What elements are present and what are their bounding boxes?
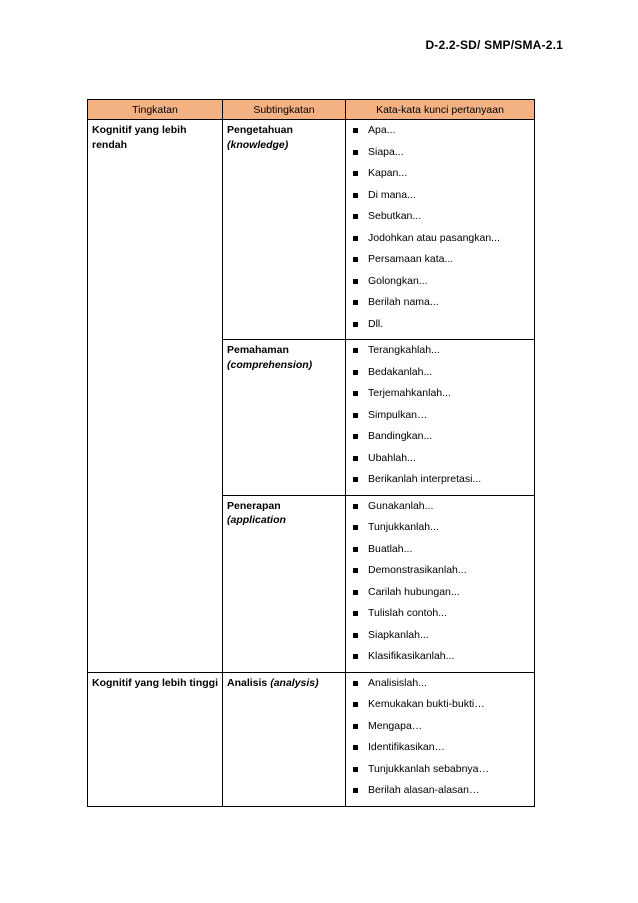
subtier-cell <box>223 340 346 496</box>
table-row <box>88 340 535 496</box>
keyword-item: Kemukakan bukti-bukti… <box>352 694 530 716</box>
keyword-item: Gunakanlah... <box>352 496 530 518</box>
tier-cell <box>88 340 223 496</box>
keyword-item: Dll. <box>352 314 530 336</box>
keyword-item: Berilah nama... <box>352 292 530 314</box>
keyword-item: Kapan... <box>352 163 530 185</box>
keyword-item: Terangkahlah... <box>352 340 530 362</box>
keyword-item: Mengapa… <box>352 716 530 738</box>
keyword-list <box>352 120 530 335</box>
keyword-item: Identifikasikan… <box>352 737 530 759</box>
table-row <box>88 120 535 340</box>
table-header-row <box>88 100 535 120</box>
question-keyword-table <box>87 99 535 807</box>
column-header-keywords: Kata-kata kunci pertanyaan <box>346 100 535 120</box>
keyword-item: Jodohkan atau pasangkan... <box>352 228 530 250</box>
tier-cell: Kognitif yang lebih rendah <box>88 120 223 340</box>
keyword-item: Buatlah... <box>352 539 530 561</box>
keyword-item: Golongkan... <box>352 271 530 293</box>
subtier-cell <box>223 672 346 806</box>
keyword-item: Carilah hubungan... <box>352 582 530 604</box>
keywords-cell <box>346 495 535 672</box>
keyword-item: Sebutkan... <box>352 206 530 228</box>
subtier-name: Analisis <box>227 676 268 689</box>
keyword-item: Terjemahkanlah... <box>352 383 530 405</box>
keyword-item: Persamaan kata... <box>352 249 530 271</box>
keyword-item: Tunjukkanlah sebabnya… <box>352 759 530 781</box>
subtier-cell <box>223 495 346 672</box>
column-header-subtingkatan: Subtingkatan <box>223 100 346 120</box>
keyword-item: Tunjukkanlah... <box>352 517 530 539</box>
keyword-item: Bedakanlah... <box>352 362 530 384</box>
tier-cell: Kognitif yang lebih tinggi <box>88 672 223 806</box>
tier-cell <box>88 495 223 672</box>
keyword-item: Klasifikasikanlah... <box>352 646 530 668</box>
keyword-list <box>352 496 530 668</box>
column-header-tingkatan: Tingkatan <box>88 100 223 120</box>
keyword-item: Bandingkan... <box>352 426 530 448</box>
subtier-english-name: (knowledge) <box>227 138 289 151</box>
table-row <box>88 495 535 672</box>
keyword-item: Di mana... <box>352 185 530 207</box>
subtier-name: Penerapan <box>227 499 281 512</box>
subtier-english-name: (application <box>227 514 286 527</box>
subtier-name: Pengetahuan <box>227 124 293 136</box>
keyword-item: Tulislah contoh... <box>352 603 530 625</box>
subtier-name: Pemahaman <box>227 344 289 356</box>
keywords-cell <box>346 340 535 496</box>
keyword-item: Siapkanlah... <box>352 625 530 647</box>
keywords-cell <box>346 672 535 806</box>
keyword-list <box>352 673 530 802</box>
subtier-cell <box>223 120 346 340</box>
document-code: D-2.2-SD/ SMP/SMA-2.1 <box>425 38 563 52</box>
keywords-cell <box>346 120 535 340</box>
keyword-item: Demonstrasikanlah... <box>352 560 530 582</box>
keyword-item: Simpulkan… <box>352 405 530 427</box>
keyword-item: Berikanlah interpretasi... <box>352 469 530 491</box>
keyword-item: Apa... <box>352 120 530 142</box>
subtier-english-name: (analysis) <box>270 676 319 689</box>
keyword-item: Analisislah... <box>352 673 530 695</box>
keyword-item: Siapa... <box>352 142 530 164</box>
keyword-list <box>352 340 530 491</box>
subtier-english-name: (comprehension) <box>227 358 313 371</box>
keyword-item: Ubahlah... <box>352 448 530 470</box>
keyword-item: Berilah alasan-alasan… <box>352 780 530 802</box>
table-row <box>88 672 535 806</box>
